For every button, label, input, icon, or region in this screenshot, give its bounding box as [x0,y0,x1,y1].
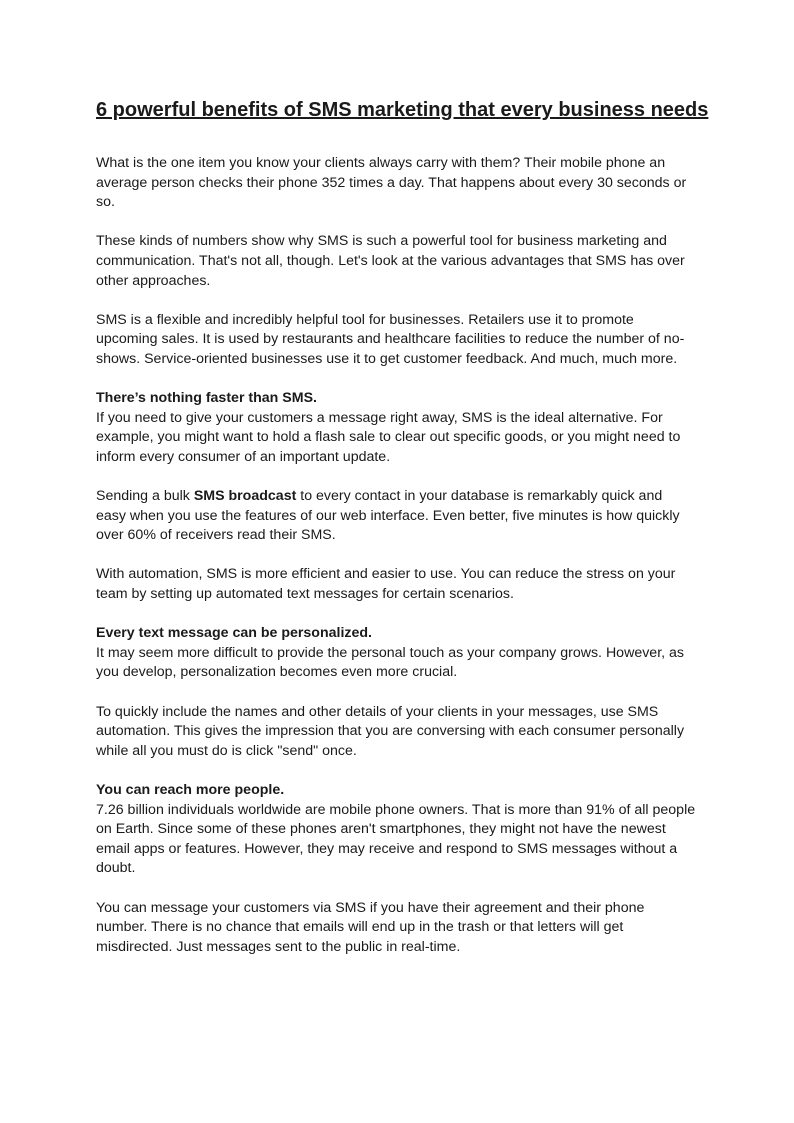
section-personalization-paragraph-2: To quickly include the names and other details of your clients in your messages, use SMS automation. This gives the impression that you are conversing with each consumer personally while all you must do is click "send" once. [96,703,685,759]
sms-broadcast-emphasis: SMS broadcast [193,488,297,505]
section-personalization [96,624,696,683]
intro-paragraph-3: SMS is a flexible and incredibly helpful tool for businesses. Retailers use it to promote upcoming sales. It is used by restaurants and healthcare facilities to reduce the number of no-shows. Service-oriented businesses use it to get customer feedback. And much, much more. [96,311,685,367]
intro-paragraph-1: What is the one item you know your clients always carry with them? Their mobile phone an average person checks their phone 352 times a day. That happens about every 30 seconds or so. [96,155,687,211]
intro-paragraph-2: These kinds of numbers show why SMS is such a powerful tool for business marketing and communication. That's not all, though. Let's look at the various advantages that SMS has over other approaches. [96,233,685,289]
section-reach-paragraph-1: 7.26 billion individuals worldwide are mobile phone owners. That is more than 91% of all people on Earth. Since some of these phones aren't smartphones, they might not have the newest email apps or features. However, they may receive and respond to SMS messages without a doubt. [96,801,696,877]
document-page [96,96,709,977]
section-reach-heading: You can reach more people. [96,782,285,798]
section-personalization-paragraph-1: It may seem more difficult to provide the personal touch as your company grows. However, as you develop, personalization becomes even more crucial. [96,644,685,681]
broadcast-text-after: to every contact in your database is remarkably quick and easy when you use the features of our web interface. Even better, five minutes is how quickly over 60% of receivers read their SMS. [96,488,680,544]
section-speed-paragraph-3: With automation, SMS is more efficient and easier to use. You can reduce the stress on your team by setting up automated text messages for certain scenarios. [96,566,676,603]
section-speed-heading: There’s nothing faster than SMS. [96,390,317,407]
section-personalization-heading: Every text message can be personalized. [96,625,372,642]
section-reach [96,781,696,879]
section-speed-paragraph-2 [96,487,696,546]
section-reach-paragraph-2: You can message your customers via SMS if you have their agreement and their phone number. There is no chance that emails will end up in the trash or that letters will get misdirected. Just messages sent to the public in real-time. [96,899,645,955]
section-speed-paragraph-1: If you need to give your customers a message right away, SMS is the ideal alternative. For example, you might want to hold a flash sale to clear out specific goods, or you might need to inform every consumer of an important update. [96,409,681,465]
broadcast-text-before: Sending a bulk [96,488,194,505]
document-title: 6 powerful benefits of SMS marketing that every business needs [96,99,709,121]
section-speed [96,389,696,467]
